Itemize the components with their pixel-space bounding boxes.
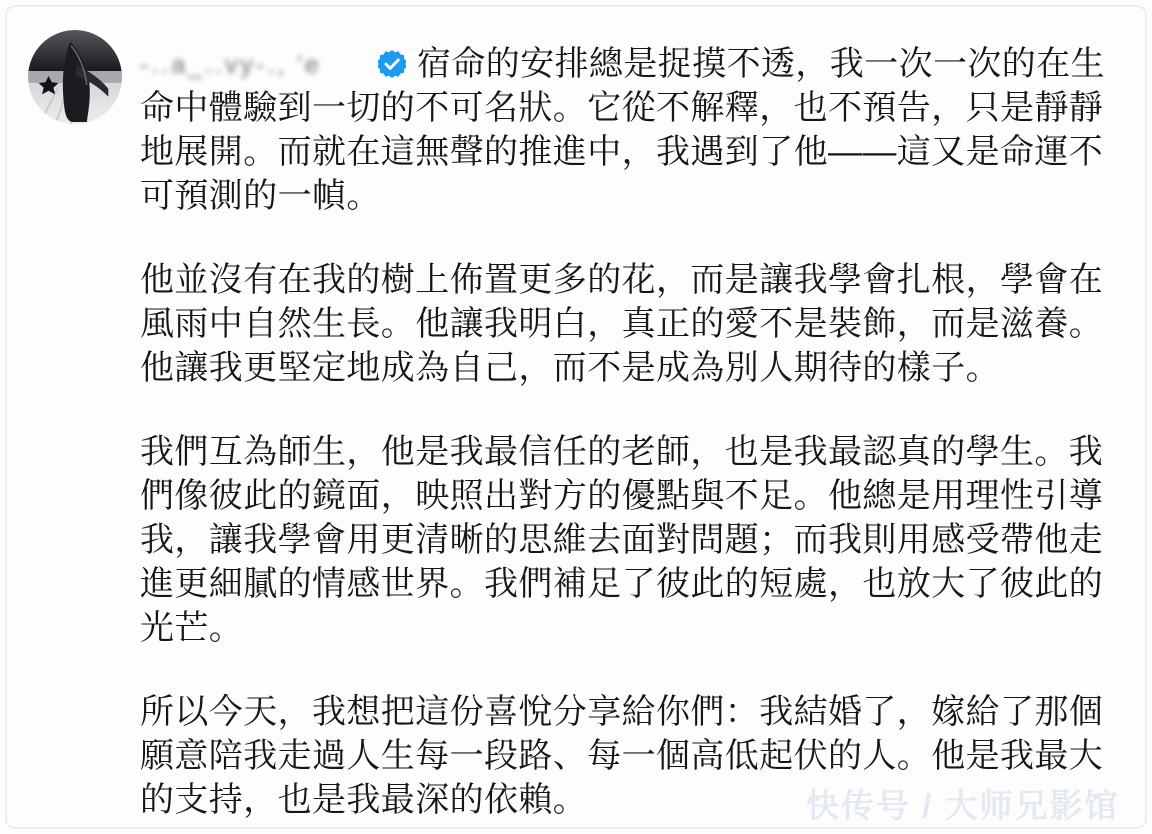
- avatar[interactable]: [28, 30, 122, 124]
- post-paragraph: 我們互為師生，他是我最信任的老師，也是我最認真的學生。我們像彼此的鏡面，映照出對方的優點與不足。他總是用理性引導我，讓我學會用更清晰的思維去面對問題；而我則用感受帶他走進更細膩的情感世界。我們補足了彼此的短處，也放大了彼此的光芒。: [140, 433, 1104, 647]
- post-text: 宿命的安排總是捉摸不透，我一次一次的在生命中體驗到一切的不可名狀。它從不解釋，也不預告，只是靜靜地展開。而就在這無聲的推進中，我遇到了他——這又是命運不可預測的一幀。: [140, 45, 1105, 215]
- watermark: 快传号 / 大师兄影馆: [806, 787, 1120, 824]
- username-obscured[interactable]: -..a_..vy-., 'e: [140, 51, 322, 80]
- post-paragraph: 他並沒有在我的樹上佈置更多的花，而是讓我學會扎根，學會在風雨中自然生長。他讓我明白，真正的愛不是裝飾，而是滋養。他讓我更堅定地成為自己，而不是成為別人期待的樣子。: [140, 261, 1104, 387]
- post-paragraph: [140, 42, 1112, 218]
- avatar-image: [28, 30, 122, 124]
- post-paragraph: 所以今天，我想把這份喜悅分享給你們：我結婚了，嫁給了那個願意陪我走過人生每一段路、每一個高低起伏的人。他是我最大的支持，也是我最深的依賴。: [140, 693, 1104, 819]
- verified-badge-icon: [378, 50, 406, 78]
- post-body: [140, 42, 1112, 822]
